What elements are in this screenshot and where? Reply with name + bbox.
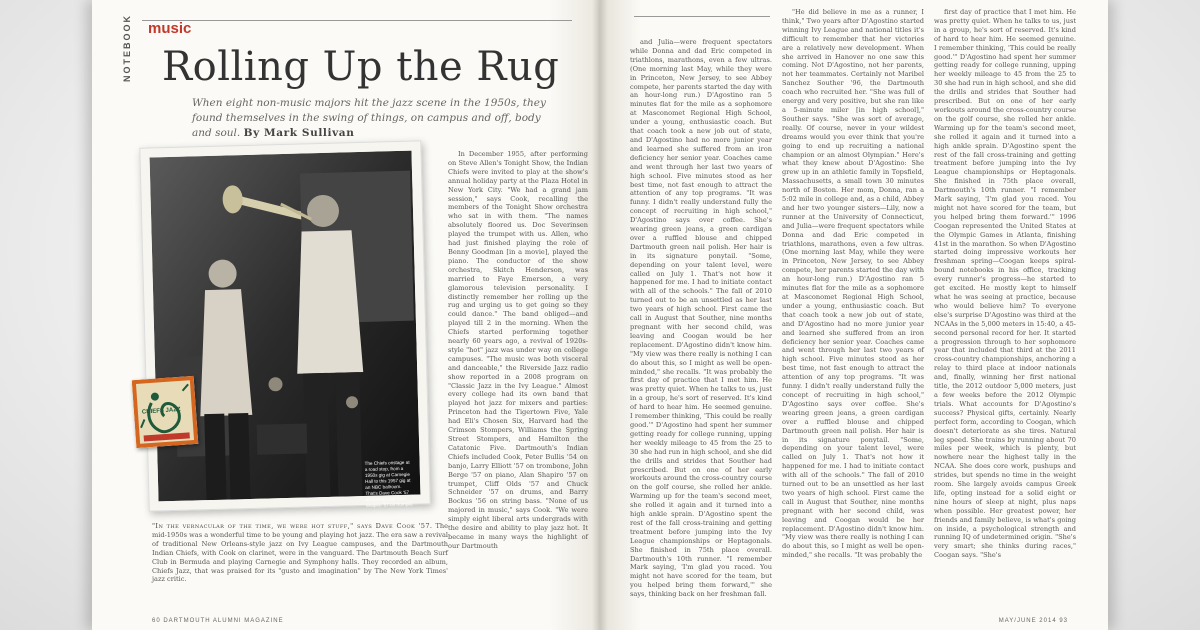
- column-text: In December 1955, after performing on Steve Allen's Tonight Show, the Indian Chiefs were invited to play at the show's annual holiday party at the Plaza Hotel in New York City. "We had a grand jam session," says Cook, recalling the members of the Tonight Show orchestra who sat in with them. "The names absolutely floored us. Doc Severinsen played the trumpet with us. Allen, who had just finished playing the role of Benny Goodman [in a movie], played the piano. The conductor of the show orchestra, Skitch Henderson, was married to Faye Emerson, a very glamorous television personality. I distinctly remember her rolling up the rug and urging us to get going so they could dance." The band obliged—and played till 2 in the morning. When the Chiefs started performing together nearly 60 years ago, a revival of 1920s-style "hot" jazz was under way on college campuses. "The music was both visceral and danceable," the Riverside Jazz radio show reported in a 2008 program on "Classic Jazz in the Ivy League." Almost every college had its own band that played hot jazz for mixers and parties: Princeton had the Tigertown Five, Yale had Eli's Chosen Six, Harvard had the Crimson Stompers, Williams the Spring Street Stompers, and Hamilton the Catatonic Five. Dartmouth's Indian Chiefs included Cook, Peter Bullis '54 on banjo, Larry Elliott '57 on trombone, John Berge '57 on piano, Alan Shapiro '57 on trumpet, Cliff Olds '57 and Chuck Schneider '57 on drums, and Barry Bockus '56 on string bass. "None of us majored in music," says Cook. "We were simply eight liberal arts undergrads with the desire and ability to play jazz hot. It became in many ways the highlight of our Dartmouth: [448, 150, 588, 550]
- photo-caption: The Chiefs onstage at a road stop, from a 1950s gig at Carnegie Hall to this 1957 gig at an NBC ballroom. That's Dave Cook '57 on clarinet and Alan Shapiro '57 on trumpet.: [364, 459, 414, 508]
- spine-shadow: [592, 0, 608, 630]
- article-deck: [192, 96, 552, 141]
- folio-right: MAY/JUNE 2014 93: [998, 618, 1068, 624]
- article-column: [448, 150, 588, 551]
- intro-text: The mid-1950s was a wonderful time to be young and playing hot jazz. The era saw a revival of traditional New Orleans-style jazz on Ivy League campuses, and the Dartmouth Indian Chiefs, with Cook on clarinet, were in the vanguard. The Dartmouth Beach Surf Club in Bermuda and playing Carnegie and Symphony halls. They recorded an album, Chiefs Jazz, that was praised for its "gusto and imagination" by The New York Times' jazz critic.: [152, 522, 448, 584]
- album-cover: [132, 376, 199, 448]
- right-page: [600, 0, 1108, 630]
- section-label: music: [148, 20, 192, 37]
- notebook-label: NOTEBOOK: [122, 14, 132, 83]
- right-column-3: [934, 8, 1076, 560]
- byline: By Mark Sullivan: [243, 127, 355, 139]
- top-rule: [142, 20, 572, 21]
- deck-text: When eight non-music majors hit the jazz scene in the 1950s, they found themselves in the swing of things, on campus and off, body and soul.: [192, 97, 546, 139]
- intro-lead: "In the vernacular of the time, we were hot stuff," says Dave Cook '57.: [152, 522, 433, 530]
- right-column-2: [782, 8, 924, 560]
- right-column-1-text: and Julia—were frequent spectators while Donna and dad Eric competed in triathlons, marathons, even a few ultras. (One morning last May, while they were in Princeton, New Jersey, to see Abbey compete, her parents started the day with an hour-long run.) D'Agostino ran 5 minutes flat for the mile as a sophomore at Masconomet Regional High School, under a young, enthusiastic coach. But that coach took a new job out of state, and D'Agostino had no more junior year and learned she suffered from an iron deficiency her senior year. Coaches came and went through her last two years of high school. Five minutes stood as her best time, not fast enough to attract the attention of any top programs. "It was funny. I didn't really understand fully the concept of recruiting in high school," D'Agostino says over coffee. She's wearing green jeans, a green cardigan over a ruffled blouse and chipped Dartmouth green nail polish. Her hair is in its signature ponytail. "Some, depending on your talent level, were called on July 1. That's not how it happened for me. I had to initiate contact with all of the schools." The fall of 2010 turned out to be an unsettled as her last two years of high school. First came the call in August that Souther, nine months pregnant with her second child, was leaving and Coogan would be her replacement. D'Agostino didn't know him. "My view was there really is nothing I can do about this, so I might as well be open-minded," she recalls. "It was probably the first day of practice that I met him. He was pretty quiet. When he talks to us, just in a group, he's sort of reserved. It's kind of hard to hear him. He seemed genuine. I remember thinking, 'This could be really good.'" D'Agostino had spent her summer getting ready for college running, upping her weekly mileage to 45 from the 25 to 30 she had run in high school, and she did the drills and strides that Souther had prescribed. But on one of her early workouts around the cross-country course on the golf course, she rolled her ankle. Warming up for the team's second meet, she rolled it again and it turned into a high ankle sprain. D'Agostino spent the rest of the fall cross-training and getting treatment before jumping into the Ivy League championships or Heptagonals. She finished in 75th place overall. Dartmouth's 10th runner. "I remember Mark saying, 'I'm glad you raced. You might not have scored for the team, but you helped bring them forward,'" she says, thinking back on her freshman fall.: [630, 38, 772, 599]
- right-column-1: [630, 38, 772, 599]
- right-top-rule: [634, 16, 770, 17]
- left-page: [92, 0, 600, 630]
- album-title: CHIEFS JAZZ: [141, 406, 181, 416]
- right-column-3-text: first day of practice that I met him. He was pretty quiet. When he talks to us, just in a group, he's sort of reserved. It's kind of hard to hear him. He seemed genuine. I remember thinking, 'This could be really good.'" D'Agostino had spent her summer getting ready for college running, upping her weekly mileage to 45 from the 25 to 30 she had run in high school, and she did the drills and strides that Souther had prescribed. But on one of her early workouts around the cross-country course on the golf course, she rolled her ankle. Warming up for the team's second meet, she rolled it again and it turned into a high ankle sprain. D'Agostino spent the rest of the fall cross-training and getting treatment before jumping into the Ivy League championships or Heptagonals. She finished in 75th place overall, Dartmouth's 10th runner. "I remember Mark saying, 'I'm glad you raced. You might not have scored for the team, but you helped bring them forward.'" 1996 Coogan represented the United States at the Olympic Games in Atlanta, finishing 41st in the marathon. So when D'Agostino started doing impressive workouts her freshman spring—Coogan keeps spiral-bound notebooks in his office, tracking every runner's progress—he started to get excited. He mostly kept to himself what he was seeing at practice, because who would believe him? To everyone else's surprise D'Agostino was third at the NCAAs in the 5,000 meters in 15:40, a 45-second personal record for her. It started a progression through to her sophomore year that included that third at the 2011 cross-country championships, anchoring a relay to third place at indoor nationals and, finally, winning her first national title, the 2012 outdoor 5,000 meters, just a few weeks before the 2012 Olympic trials. What accounts for D'Agostino's success? Physical gifts, certainly. Nearly perfect form, according to Coogan, which doesn't deteriorate as she tires. Natural leg speed. She trains by running about 70 miles per week, which is plenty, but nowhere near the highest tally in the NCAA. She does core work, pushups and strides, but spends no time in the weight room. She largely avoids campus Greek life, opting instead for a solid eight or nine hours of sleep at night, plus naps when possible. Her greatest power, her friends and family believe, is what's going on inside, a psychological strength and running IQ of undetermined origin. "She's very smart; she thinks during races," Coogan says. "She's: [934, 8, 1076, 560]
- photo-image: [150, 151, 421, 502]
- article-title: Rolling Up the Rug: [162, 44, 560, 90]
- magazine-spread: [92, 0, 1108, 630]
- right-column-2-text: "He did believe in me as a runner, I think," Two years after D'Agostino started winning Ivy League and national titles it's difficult to remember that her victories are a relatively new development. When she arrived in Hanover no one saw this coming. Not D'Agostino, not her parents, not her teammates. Certainly not Maribel Sanchez Souther '96, the Dartmouth coach who recruited her. "She was full of energy and very positive, but she ran like a 5-minute miler [in high school]," Souther says. "She was sort of average, really. Of course, never in your wildest dreams would you ever think that you're going to end up recruiting a national champion or an almost Olympian." Here's what they knew about D'Agostino: She grew up in an athletic family in Topsfield, Massachusetts, a small town 30 minutes north of Boston. Her mom, Donna, ran a 5:02 mile in college and, as a child, Abbey and her two younger sisters—Lily, now a runner at the University of Connecticut, and Julia—were frequent spectators while Donna and dad Eric competed in triathlons, marathons, even a few ultras. (One morning last May, while they were in Princeton, New Jersey, to see Abbey compete, her parents started the day with an hour-long run.) D'Agostino ran 5 minutes flat for the mile as a sophomore at Masconomet Regional High School, under a young, enthusiastic coach. But that coach took a new job out of state, and D'Agostino had no more junior year and learned she suffered from an iron deficiency her senior year. Coaches came and went through her last two years of high school. Five minutes stood as her best time, not fast enough to attract the attention of any top programs. "It was funny. I didn't really understand fully the concept of recruiting in high school," D'Agostino says over coffee. She's wearing green jeans, a green cardigan over a ruffled blouse and chipped Dartmouth green nail polish. Her hair is in its signature ponytail. "Some, depending on your talent level, were called on July 1. That's not how it happened for me. I had to initiate contact with all of the schools." The fall of 2010 turned out to be an unsettled as her last two years of high school. First came the call in August that Souther, nine months pregnant with her second child, was leaving and Coogan would be her replacement. D'Agostino didn't know him. "My view was there really is nothing I can do about this, so I might as well be open-minded," she recalls. "It was probably the: [782, 8, 924, 560]
- jazz-band-photo: [139, 140, 430, 511]
- intro-copy: [152, 522, 448, 584]
- folio-left: 60 DARTMOUTH ALUMNI MAGAZINE: [152, 618, 284, 624]
